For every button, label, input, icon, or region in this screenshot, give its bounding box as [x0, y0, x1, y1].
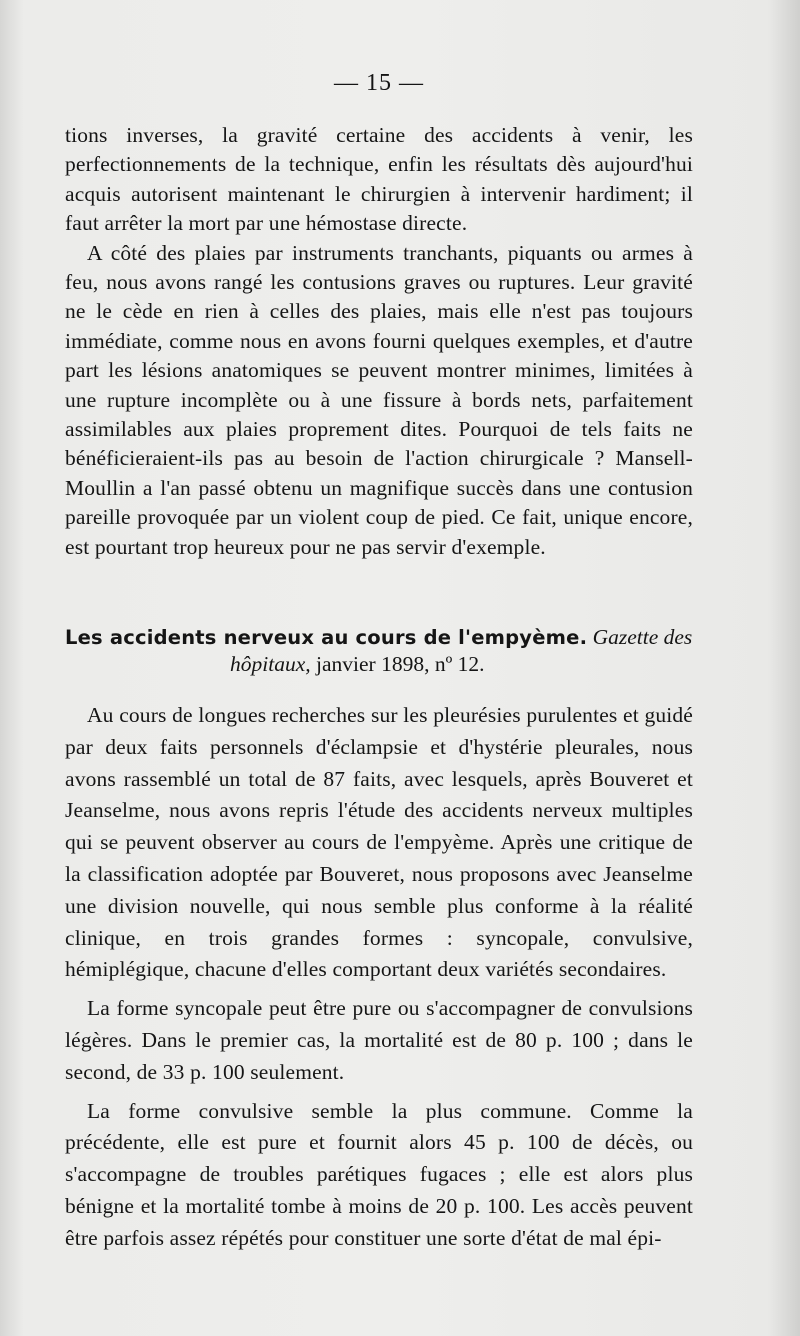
paragraph-continuation: tions inverses, la gravité certaine des accidents à venir, les perfectionnements de la technique, enfin les résultats dès aujourd'hui acquis autorisent maintenant le chirurgien à intervenir hardiment; il faut arrêter la mort par une hémostase directe. [65, 123, 693, 236]
heading-source: Gazette des [592, 625, 693, 650]
page-number: — 15 — [334, 70, 424, 96]
section-hemorrhage-conclusion [65, 121, 693, 562]
paragraph-syncopal: La forme syncopale peut être pure ou s'accompagner de convulsions légères. Dans le premier cas, la mortalité est de 80 p. 100 ; dans le second, de 33 p. 100 seulement. [65, 996, 693, 1084]
paragraph-intro: Au cours de longues recherches sur les pleurésies purulentes et guidé par deux faits personnels d'éclampsie et d'hystérie pleurales, nous avons rassemblé un total de 87 faits, avec lesquels, après Bouveret et Jeanselme, nous avons repris l'étude des accidents nerveux multiples qui se peuvent observer au cours de l'empyème. Après une critique de la classification adoptée par Bouveret, nous proposons avec Jeanselme une division nouvelle, qui nous semble plus conforme à la réalité clinique, en trois grandes formes : syncopale, convulsive, hémiplégique, chacune d'elles comportant deux variétés secondaires. [65, 703, 693, 982]
paragraph-contusions: A côté des plaies par instruments tranchants, piquants ou armes à feu, nous avons rangé les contusions graves ou ruptures. Leur gravité ne le cède en rien à celles des plaies, mais elle n'est pas toujours immédiate, comme nous en avons fourni quelques exemples, et d'autre part les lésions anatomiques se peuvent montrer minimes, limitées à une rupture incomplète ou à une fissure à bords nets, parfaitement assimilables aux plaies proprement dites. Pourquoi de tels faits ne bénéficieraient-ils pas au besoin de l'action chirurgicale ? Mansell-Moullin a l'an passé obtenu un magnifique succès dans une contusion pareille provoquée par un violent coup de pied. Ce fait, unique encore, est pourtant trop heureux pour ne pas servir d'exemple. [65, 240, 693, 559]
heading-title: Les accidents nerveux au cours de l'empyème. [65, 626, 588, 650]
heading-source-line [65, 651, 693, 678]
heading-source-cont: hôpitaux, [230, 652, 311, 677]
page-content [65, 70, 693, 1255]
paragraph-convulsive: La forme convulsive semble la plus commune. Comme la précédente, elle est pure et fournit alors 45 p. 100 de décès, ou s'accompagne de troubles parétiques fugaces ; elle est alors plus bénigne et la mortalité tombe à moins de 20 p. 100. Les accès peuvent être parfois assez répétés pour constituer une sorte d'état de mal épi- [65, 1098, 693, 1250]
section-nervous-accidents [65, 700, 693, 1255]
heading-details: janvier 1898, nº 12. [316, 652, 485, 677]
article-heading [65, 624, 693, 678]
